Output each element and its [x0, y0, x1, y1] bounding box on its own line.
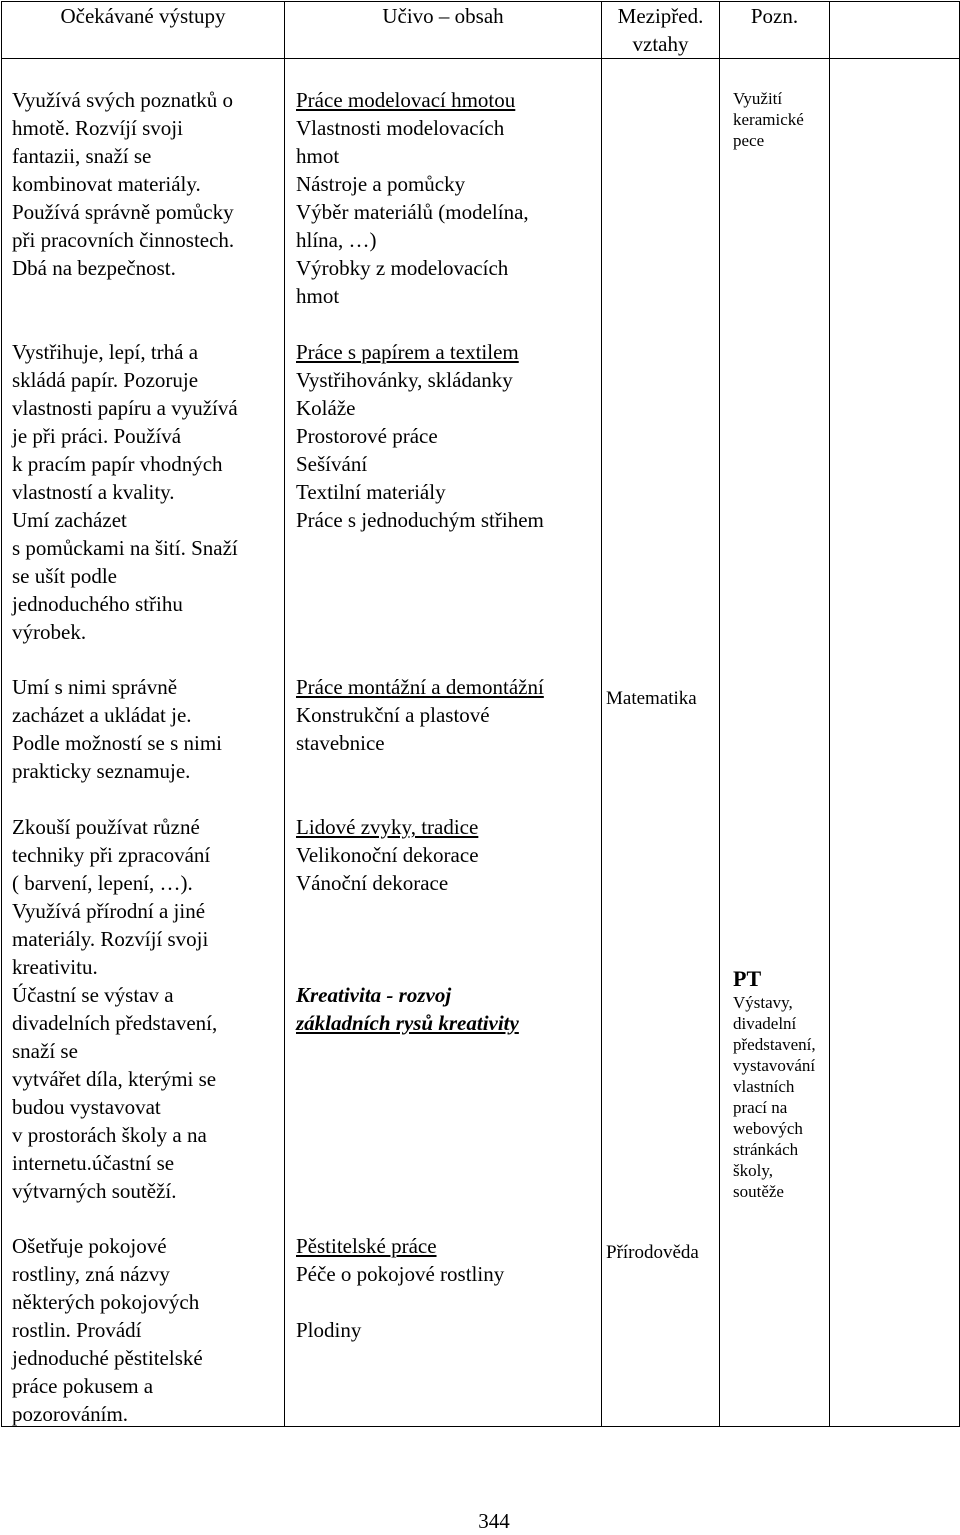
text-line: školy,: [733, 1161, 773, 1180]
cross-topic-label: PT: [733, 966, 762, 991]
text-line: vystavování: [733, 1056, 816, 1075]
row1-notes: [733, 88, 804, 151]
text-line: při pracovních činnostech.: [12, 228, 235, 252]
text-line: výtvarných soutěží.: [12, 1179, 177, 1203]
text-line: Vystřihuje, lepí, trhá a: [12, 340, 199, 364]
text-line: Výběr materiálů (modelína,: [296, 200, 529, 224]
text-line: Plodiny: [296, 1318, 362, 1342]
text-line: Výrobky z modelovacích: [296, 256, 509, 280]
text-line: budou vystavovat: [12, 1095, 161, 1119]
text-line: divadelní: [733, 1014, 797, 1033]
row4-content: [296, 813, 479, 897]
text-line: s pomůckami na šití. Snaží: [12, 536, 238, 560]
text-line: Výstavy,: [733, 993, 793, 1012]
text-line: vlastních: [733, 1077, 795, 1096]
text-line: prací na: [733, 1098, 788, 1117]
text-line: Vlastnosti modelovacích: [296, 116, 505, 140]
text-line: Využití: [733, 89, 783, 108]
text-line: prakticky seznamuje.: [12, 759, 191, 783]
text-line: hmotě. Rozvíjí svoji: [12, 116, 183, 140]
text-line: internetu.účastní se: [12, 1151, 175, 1175]
text-line: kreativitu.: [12, 955, 98, 979]
text-line: Textilní materiály: [296, 480, 446, 504]
section-title: Pěstitelské práce: [296, 1234, 437, 1258]
text-line: snaží se: [12, 1039, 78, 1063]
section-title: Práce modelovací hmotou: [296, 88, 516, 112]
text-line: hlína, …): [296, 228, 377, 252]
text-line: v prostorách školy a na: [12, 1123, 207, 1147]
text-line: Využívá svých poznatků o: [12, 88, 234, 112]
text-line: některých pokojových: [12, 1290, 200, 1314]
cell-notes: [720, 59, 830, 1427]
text-line: Zkouší používat různé: [12, 815, 200, 839]
cell-relations: [602, 59, 720, 1427]
text-line: fantazii, snaží se: [12, 144, 152, 168]
row3-content: [296, 673, 544, 757]
text-line: Vystřihovánky, skládanky: [296, 368, 513, 392]
text-line: rostlin. Provádí: [12, 1318, 142, 1342]
text-line: rostliny, zná názvy: [12, 1262, 170, 1286]
row3-outputs: [12, 673, 222, 785]
text-line: je při práci. Používá: [12, 424, 182, 448]
row4-notes: [733, 966, 816, 1202]
cell-extra: [830, 59, 960, 1427]
text-line: Umí s nimi správně: [12, 675, 178, 699]
row5-outputs: [12, 1232, 203, 1428]
text-line: zacházet a ukládat je.: [12, 703, 192, 727]
text-line: divadelních představení,: [12, 1011, 218, 1035]
header-extra: [830, 2, 960, 59]
text-line: Sešívání: [296, 452, 368, 476]
text-line: stavebnice: [296, 731, 385, 755]
table-header: [2, 2, 960, 59]
row5-content-extra: [296, 1316, 361, 1344]
row5-content: [296, 1232, 504, 1288]
text-line: Dbá na bezpečnost.: [12, 256, 176, 280]
text-line: webových: [733, 1119, 803, 1138]
text-line: Využívá přírodní a jiné: [12, 899, 206, 923]
row2-outputs: [12, 338, 238, 646]
text-line: Koláže: [296, 396, 356, 420]
text-line: práce pokusem a: [12, 1374, 154, 1398]
text-line: Podle možností se s nimi: [12, 731, 222, 755]
row1-outputs: [12, 86, 234, 282]
text-line: Nástroje a pomůcky: [296, 172, 466, 196]
section-title: Lidové zvyky, tradice: [296, 815, 479, 839]
text-line: hmot: [296, 284, 340, 308]
text-line: Prostorové práce: [296, 424, 438, 448]
text-line: Péče o pokojové rostliny: [296, 1262, 505, 1286]
section-title: Práce s papírem a textilem: [296, 340, 519, 364]
header-relations: [602, 2, 720, 59]
row5-relations: [606, 1240, 699, 1265]
header-outputs: Očekávané výstupy: [2, 2, 285, 59]
row2-content: [296, 338, 544, 534]
text-line: se ušít podle: [12, 564, 117, 588]
text-line: stránkách: [733, 1140, 799, 1159]
text-line: materiály. Rozvíjí svoji: [12, 927, 209, 951]
text-line: Používá správně pomůcky: [12, 200, 234, 224]
text-line: Přírodověda: [606, 1242, 699, 1263]
text-line: jednoduchého střihu: [12, 592, 183, 616]
text-line: Velikonoční dekorace: [296, 843, 479, 867]
header-notes: Pozn.: [720, 2, 830, 59]
row1-content: [296, 86, 529, 310]
header-content: Učivo – obsah: [285, 2, 602, 59]
text-line: pece: [733, 131, 765, 150]
text-line: Práce s jednoduchým střihem: [296, 508, 544, 532]
header-relations-line1: Mezipřed.: [617, 4, 704, 28]
text-line: ( barvení, lepení, …).: [12, 871, 193, 895]
text-line: Umí zacházet: [12, 508, 127, 532]
row4-content-emphasis: [296, 981, 519, 1037]
page-number: 344: [478, 1509, 510, 1533]
text-line: Vánoční dekorace: [296, 871, 449, 895]
text-line: jednoduché pěstitelské: [12, 1346, 203, 1370]
text-line: výrobek.: [12, 620, 87, 644]
text-line: keramické: [733, 110, 804, 129]
text-line: soutěže: [733, 1182, 784, 1201]
text-line: Ošetřuje pokojové: [12, 1234, 167, 1258]
text-line: skládá papír. Pozoruje: [12, 368, 199, 392]
text-line: Konstrukční a plastové: [296, 703, 490, 727]
text-line: Matematika: [606, 688, 697, 709]
emphasis-line: základních rysů kreativity: [296, 1011, 519, 1035]
text-line: Účastní se výstav a: [12, 983, 174, 1007]
text-line: pozorováním.: [12, 1402, 129, 1426]
text-line: vlastnosti papíru a využívá: [12, 396, 238, 420]
text-line: představení,: [733, 1035, 816, 1054]
text-line: techniky při zpracování: [12, 843, 211, 867]
row4-outputs: [12, 813, 217, 1205]
text-line: kombinovat materiály.: [12, 172, 201, 196]
text-line: k pracím papír vhodných: [12, 452, 223, 476]
text-line: vytvářet díla, kterými se: [12, 1067, 217, 1091]
emphasis-line: Kreativita - rozvoj: [296, 983, 452, 1007]
section-title: Práce montážní a demontážní: [296, 675, 544, 699]
header-relations-line2: vztahy: [632, 32, 689, 56]
text-line: vlastností a kvality.: [12, 480, 175, 504]
text-line: hmot: [296, 144, 340, 168]
row3-relations: [606, 686, 697, 711]
notes-list: [733, 992, 816, 1202]
